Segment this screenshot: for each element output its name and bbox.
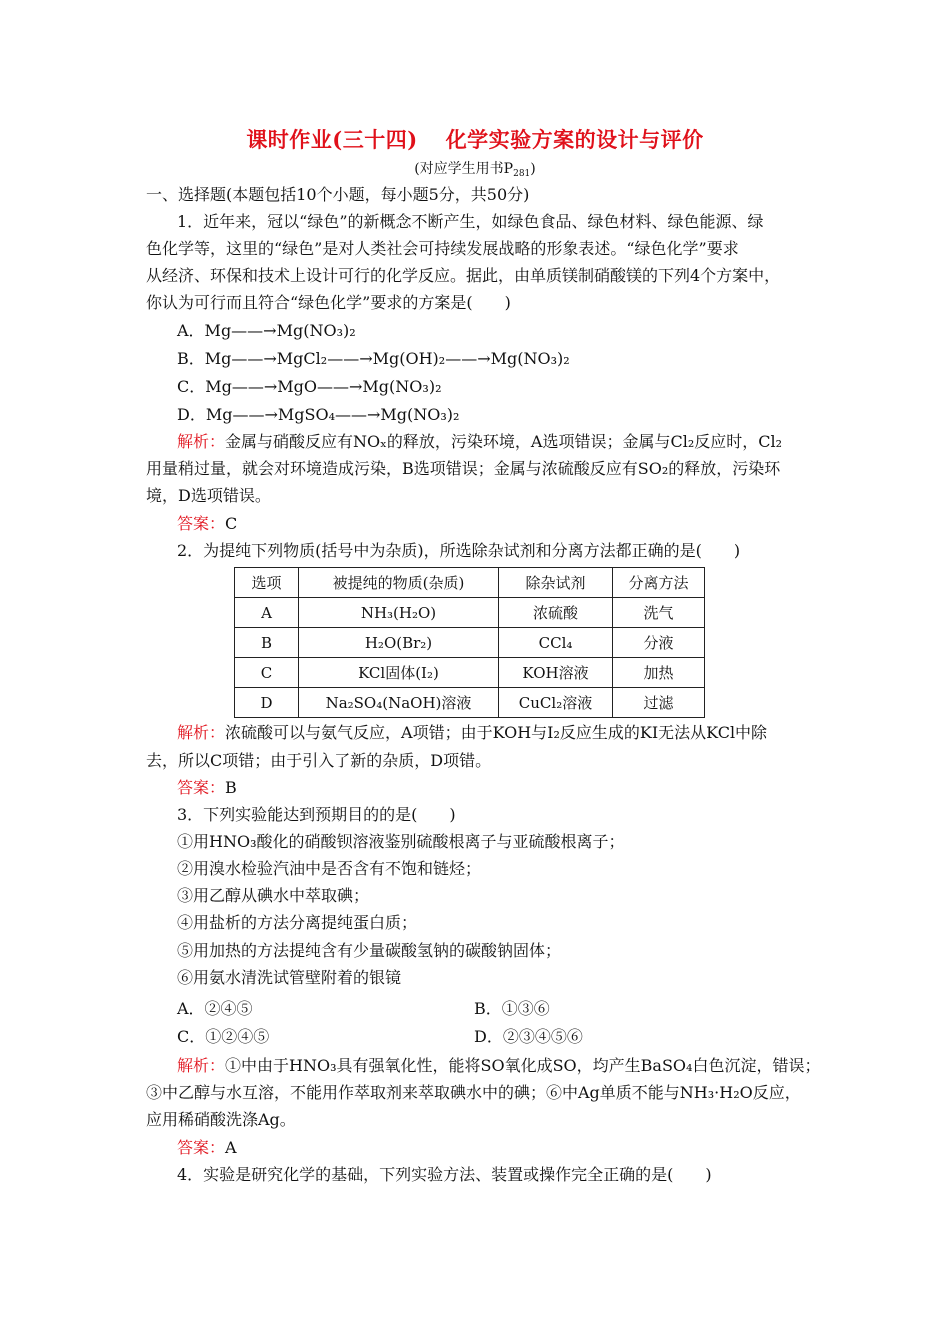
q3-option-a: A．②④⑤	[177, 999, 253, 1018]
table-row	[235, 598, 705, 628]
table-cell: 加热	[613, 658, 705, 688]
table-cell: NH₃(H₂O)	[299, 598, 499, 628]
q3-item-1: ①用HNO₃酸化的硝酸钡溶液鉴别硫酸根离子与亚硫酸根离子；	[177, 832, 625, 851]
page-title	[0, 124, 950, 154]
q2-analysis-line-2: 去，所以C项错；由于引入了新的杂质，D项错。	[146, 751, 492, 770]
q3-analysis-line-2: ③中乙醇与水互溶，不能用作萃取剂来萃取碘水中的碘；⑥中Ag单质不能与NH₃·H₂O反应，	[146, 1083, 801, 1102]
section-header: 一、选择题(本题包括10个小题，每小题5分，共50分)	[146, 185, 530, 204]
analysis-label: 解析：	[177, 432, 226, 451]
q3-options-row-1	[177, 998, 814, 1020]
table-cell: CCl₄	[499, 628, 613, 658]
table-cell: B	[235, 628, 299, 658]
subtitle: (对应学生用书$P_{281}$)	[414, 161, 536, 179]
table-cell: 过滤	[613, 688, 705, 718]
q3-options-row-2	[177, 1026, 814, 1048]
q1-option-c: C．Mg——→MgO——→Mg(NO₃)₂	[177, 377, 442, 396]
title-right: 化学实验方案的设计与评价	[445, 127, 704, 152]
q3-answer: 答案：A	[177, 1138, 237, 1157]
q1-analysis-line-3: 境，D选项错误。	[146, 486, 271, 505]
q1-option-d: D．Mg——→MgSO₄——→Mg(NO₃)₂	[177, 405, 460, 424]
q3-item-2: ②用溴水检验汽油中是否含有不饱和链烃；	[177, 859, 482, 878]
q1-answer: 答案：C	[177, 514, 238, 533]
table-header-row	[235, 568, 705, 598]
answer-label: 答案：	[177, 1138, 226, 1157]
analysis-label: 解析：	[177, 1056, 226, 1075]
table-header: 除杂试剂	[499, 568, 613, 598]
answer-label: 答案：	[177, 514, 226, 533]
table-cell: D	[235, 688, 299, 718]
table-row	[235, 628, 705, 658]
q2-stem: 2．为提纯下列物质(括号中为杂质)，所选除杂试剂和分离方法都正确的是( )	[177, 541, 741, 560]
table-cell: A	[235, 598, 299, 628]
table-cell: 分液	[613, 628, 705, 658]
q1-stem-line-1: 1．近年来，冠以“绿色”的新概念不断产生，如绿色食品、绿色材料、绿色能源、绿	[177, 212, 764, 231]
q3-item-6: ⑥用氨水清洗试管壁附着的银镜	[177, 968, 402, 987]
q1-analysis-line-1: 解析：金属与硝酸反应有NOₓ的释放，污染环境，A选项错误；金属与Cl₂反应时，Cl₂	[177, 432, 783, 451]
q1-option-b: B．Mg——→MgCl₂——→Mg(OH)₂——→Mg(NO₃)₂	[177, 349, 570, 368]
q2-analysis-line-1: 解析：浓硫酸可以与氨气反应，A项错；由于KOH与I₂反应生成的KI无法从KCl中除	[177, 723, 768, 742]
table-cell: 洗气	[613, 598, 705, 628]
table-header: 被提纯的物质(杂质)	[299, 568, 499, 598]
q3-analysis-line-3: 应用稀硝酸洗涤Ag。	[146, 1110, 296, 1129]
q3-option-c: C．①②④⑤	[177, 1027, 270, 1046]
q2-answer: 答案：B	[177, 778, 237, 797]
q4-stem: 4．实验是研究化学的基础，下列实验方法、装置或操作完全正确的是( )	[177, 1165, 712, 1184]
q1-option-a: A．Mg——→Mg(NO₃)₂	[177, 321, 356, 340]
q1-stem-line-4: 你认为可行而且符合“绿色化学”要求的方案是( )	[146, 293, 511, 312]
q3-item-3: ③用乙醇从碘水中萃取碘；	[177, 886, 370, 905]
q3-option-d: D．②③④⑤⑥	[474, 1027, 583, 1046]
table-cell: 浓硫酸	[499, 598, 613, 628]
table-cell: H₂O(Br₂)	[299, 628, 499, 658]
title-left: 课时作业(三十四)	[246, 127, 418, 152]
table-row	[235, 688, 705, 718]
q1-stem-line-3: 从经济、环保和技术上设计可行的化学反应。据此，由单质镁制硝酸镁的下列4个方案中，	[146, 266, 781, 285]
answer-label: 答案：	[177, 778, 226, 797]
analysis-label: 解析：	[177, 723, 226, 742]
q3-analysis-line-1: 解析：①中由于HNO₃具有强氧化性，能将SO氧化成SO，均产生BaSO₄白色沉淀，错误；	[177, 1056, 821, 1075]
q3-stem: 3．下列实验能达到预期目的的是( )	[177, 805, 456, 824]
q3-item-4: ④用盐析的方法分离提纯蛋白质；	[177, 913, 418, 932]
q2-table	[234, 567, 705, 718]
q3-option-b: B．①③⑥	[474, 999, 550, 1018]
table-cell: CuCl₂溶液	[499, 688, 613, 718]
table-cell: KOH溶液	[499, 658, 613, 688]
table-cell: KCl固体(I₂)	[299, 658, 499, 688]
table-cell: Na₂SO₄(NaOH)溶液	[299, 688, 499, 718]
q1-stem-line-2: 色化学等，这里的“绿色”是对人类社会可持续发展战略的形象表述。“绿色化学”要求	[146, 239, 739, 258]
table-row	[235, 658, 705, 688]
table-cell: C	[235, 658, 299, 688]
q1-analysis-line-2: 用量稍过量，就会对环境造成污染，B选项错误；金属与浓硫酸反应有SO₂的释放，污染环	[146, 459, 781, 478]
table-header: 分离方法	[613, 568, 705, 598]
table-header: 选项	[235, 568, 299, 598]
q3-item-5: ⑤用加热的方法提纯含有少量碳酸氢钠的碳酸钠固体；	[177, 941, 562, 960]
